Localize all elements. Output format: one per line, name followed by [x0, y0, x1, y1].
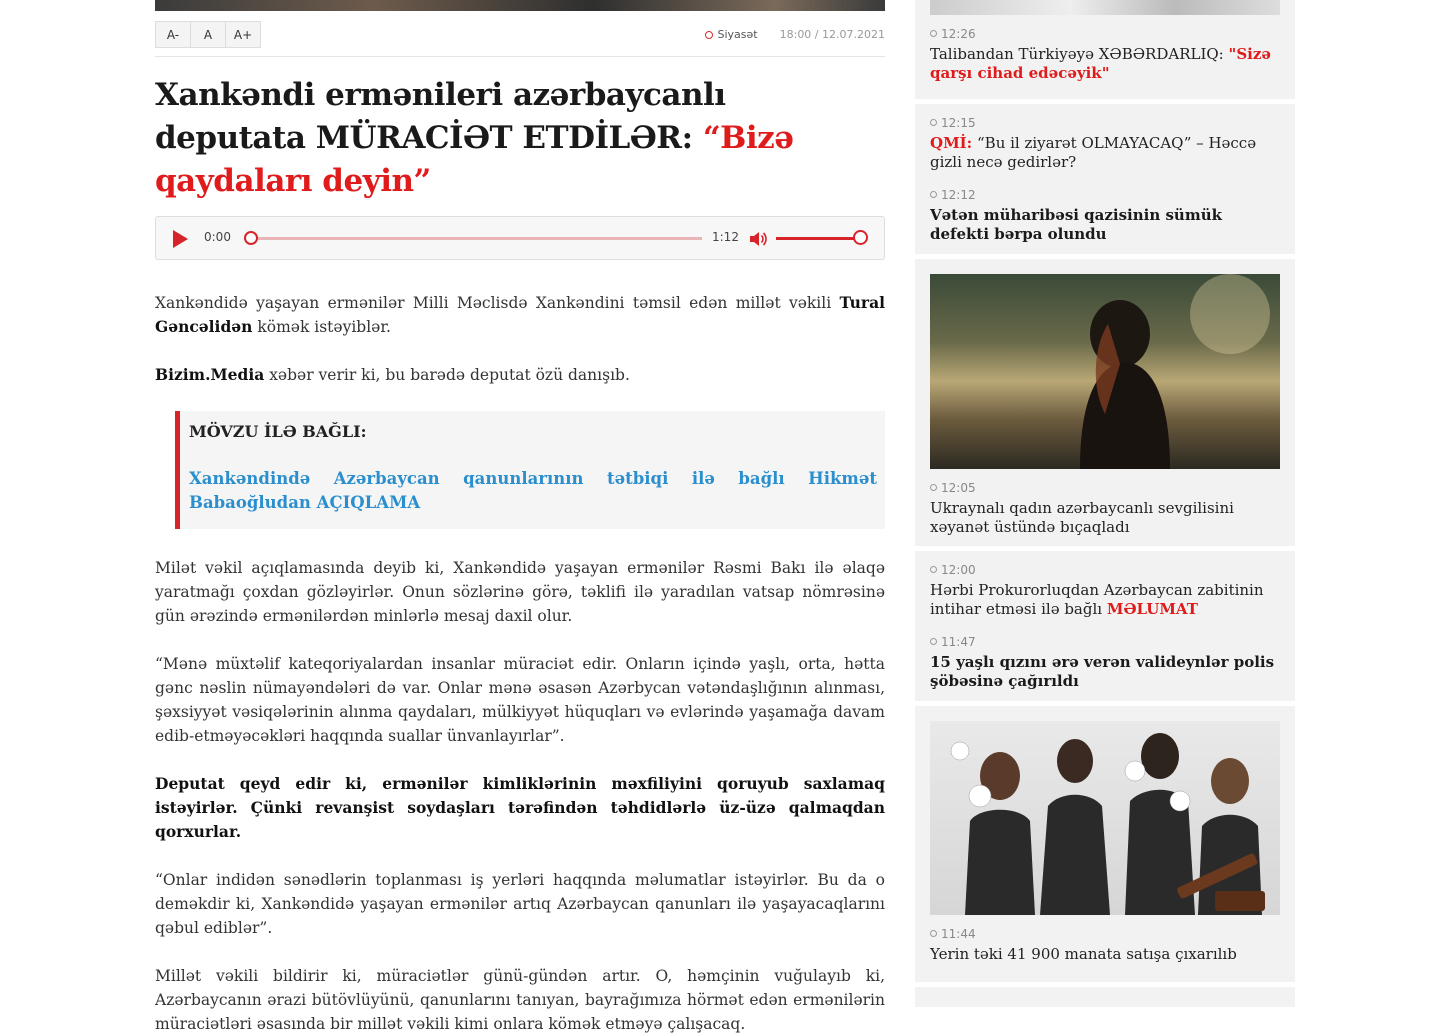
news-item[interactable]: [930, 633, 1280, 691]
volume-slider[interactable]: [776, 237, 861, 240]
news-title[interactable]: Ukraynalı qadın azərbaycanlı sevgilisini xəyanət üstündə bıçaqladı: [930, 499, 1234, 536]
news-time: [930, 561, 1280, 578]
news-title[interactable]: Yerin təki 41 900 manata satışa çıxarılıb: [930, 945, 1237, 963]
news-time-text: 12:26: [941, 26, 976, 41]
font-reset-button[interactable]: A: [190, 21, 226, 48]
paragraph: “Onlar indidən sənədlərin toplanması iş yerləri haqqında məlumatlar istəyirlər. Bu da o deməkdir ki, Xankəndidə yaşayan ermənilər artıq Azərbaycan qanunları ilə yaşayacaqlarını qəbul ediblər”.: [155, 871, 885, 937]
audio-seek-bar[interactable]: [250, 237, 702, 240]
news-thumbnail[interactable]: [930, 721, 1280, 915]
person-name: Tural Gəncəlidən: [155, 293, 885, 336]
article: [155, 0, 885, 1036]
news-thumbnail[interactable]: [930, 0, 1280, 15]
clock-icon: [930, 191, 937, 198]
volume-icon[interactable]: [748, 229, 768, 249]
news-card: [915, 987, 1295, 1007]
news-time: [930, 479, 1280, 496]
paragraph-text: Deputat qeyd edir ki, ermənilər kimliklərinin məxfiliyini qoruyub saxlamaq istəyirlər. Çünki revanşist soydaşları tərəfindən təhdidlərlə üz-üzə qalmaqdan qorxurlar.: [155, 774, 885, 841]
clock-icon: [930, 484, 937, 491]
category-dot-icon: [705, 31, 713, 39]
headline-accent: “Bizə qaydaları deyin”: [155, 120, 794, 199]
news-thumbnail[interactable]: [930, 274, 1280, 469]
news-time-text: 11:47: [941, 634, 976, 649]
news-item[interactable]: [930, 25, 1280, 83]
play-icon[interactable]: [173, 230, 188, 248]
clock-icon: [930, 566, 937, 573]
news-time: [930, 925, 1280, 942]
audio-current-time: 0:00: [204, 230, 231, 244]
clock-icon: [930, 638, 937, 645]
article-meta: [705, 28, 886, 41]
news-time: [930, 114, 1280, 131]
news-title-accent: MƏLUMAT: [1106, 600, 1198, 618]
news-time-text: 12:05: [941, 480, 976, 495]
news-time-text: 11:44: [941, 926, 976, 941]
news-title-text: Talibandan Türkiyəyə XƏBƏRDARLIQ:: [930, 45, 1229, 63]
news-time-text: 12:15: [941, 115, 976, 130]
news-card: [915, 551, 1295, 701]
news-card: [915, 0, 1295, 99]
news-title[interactable]: [930, 134, 1280, 172]
news-time-text: 12:00: [941, 562, 976, 577]
related-article-link[interactable]: Xankəndində Azərbaycan qanunlarının tətbiqi ilə bağlı Hikmət Babaoğludan AÇIQLAMA: [189, 469, 877, 512]
paragraph-text: kömək istəyiblər.: [252, 318, 391, 336]
paragraph-text: xəbər verir ki, bu barədə deputat özü danışıb.: [264, 366, 630, 384]
paragraph-text: Xankəndidə yaşayan ermənilər Milli Məclisdə Xankəndini təmsil edən millət vəkili: [155, 294, 840, 312]
news-time: [930, 633, 1280, 650]
news-title[interactable]: Vətən müharibəsi qazisinin sümük defekti bərpa olundu: [930, 206, 1223, 243]
font-increase-button[interactable]: A+: [225, 21, 261, 48]
news-item[interactable]: [930, 186, 1280, 244]
audio-seek-handle[interactable]: [244, 231, 258, 245]
paragraph: Millət vəkili bildirir ki, müraciətlər günü-gündən artır. O, həmçinin vuğulayıb ki, Azərbaycanın ərazi bütövlüyünü, qanunlarını tanıyan, bayrağımıza hörmət edən ermənilərin müraciətləri əsasında bir millət vəkili kimi onlara kömək etməyə çalışacaq.: [155, 967, 885, 1033]
news-time: [930, 25, 1280, 42]
audio-duration: 1:12: [712, 230, 739, 244]
paragraph: [155, 291, 885, 339]
source-name: Bizim.Media: [155, 365, 265, 384]
related-title: MÖVZU İLƏ BAĞLI:: [189, 422, 367, 441]
headline-main: Xankəndi ermənileri azərbaycanlı deputata MÜRACİƏT ETDİLƏR:: [155, 77, 726, 156]
article-body: [155, 291, 885, 1036]
publish-datetime: 18:00 / 12.07.2021: [779, 28, 885, 41]
news-title[interactable]: [930, 581, 1280, 619]
news-item[interactable]: [930, 561, 1280, 619]
paragraph-bold: [155, 772, 885, 844]
article-meta-bar: [155, 11, 885, 57]
news-sidebar: [915, 0, 1295, 1012]
news-item[interactable]: [930, 479, 1280, 537]
hero-image: [155, 0, 885, 11]
jury-photo: [930, 721, 1280, 915]
clock-icon: [930, 30, 937, 37]
news-time: [930, 186, 1280, 203]
clock-icon: [930, 119, 937, 126]
news-title-accent: "Sizə qarşı cihad edəcəyik": [930, 45, 1271, 82]
font-decrease-button[interactable]: A-: [155, 21, 191, 48]
news-card: [915, 104, 1295, 254]
paragraph: [155, 363, 885, 387]
audio-player: [155, 216, 885, 260]
font-size-controls: [155, 21, 260, 48]
volume-handle[interactable]: [853, 230, 868, 245]
news-item[interactable]: [930, 114, 1280, 172]
paragraph: Milət vəkil açıqlamasında deyib ki, Xankəndidə yaşayan ermənilər Rəsmi Bakı ilə əlaqə yaratmağı çoxdan gözləyirlər. Onun sözlərinə görə, təklifi ilə yaradılan vatsap nömrəsinə gün ərəzində ermənilərdən minlərlə mesaj daxil olur.: [155, 559, 885, 625]
news-title[interactable]: [930, 45, 1280, 83]
news-item[interactable]: [930, 925, 1280, 964]
news-card: [915, 706, 1295, 982]
news-title-text: “Bu il ziyarət OLMAYACAQ” – Həccə gizli necə gedirlər?: [930, 134, 1257, 171]
related-box: [175, 411, 885, 529]
news-time-text: 12:12: [941, 187, 976, 202]
article-headline: [155, 74, 885, 203]
news-card: [915, 259, 1295, 546]
category-link[interactable]: Siyasət: [717, 28, 758, 41]
news-title-accent: QMİ:: [930, 134, 973, 152]
news-title[interactable]: 15 yaşlı qızını ərə verən valideynlər polis şöbəsinə çağırıldı: [930, 653, 1275, 690]
clock-icon: [930, 930, 937, 937]
news-title-text: Hərbi Prokurorluqdan Azərbaycan zabitinin intihar etməsi ilə bağlı: [930, 581, 1264, 618]
woman-photo: [930, 274, 1280, 469]
paragraph: “Mənə müxtəlif kateqoriyalardan insanlar müraciət edir. Onların içində yaşlı, orta, hətta gənc nəslin nümayəndələri də var. Onlar mənə əsasən Azərbycan vətəndaşlığının alınması, şəxsiyyət vəsiqələrinin alınma qaydaları, mülkiyyət hüquqları və evlərində yaşamağa davam edib-etməyəcəkləri haqqında suallar ünvanlayırlar”.: [155, 655, 885, 745]
